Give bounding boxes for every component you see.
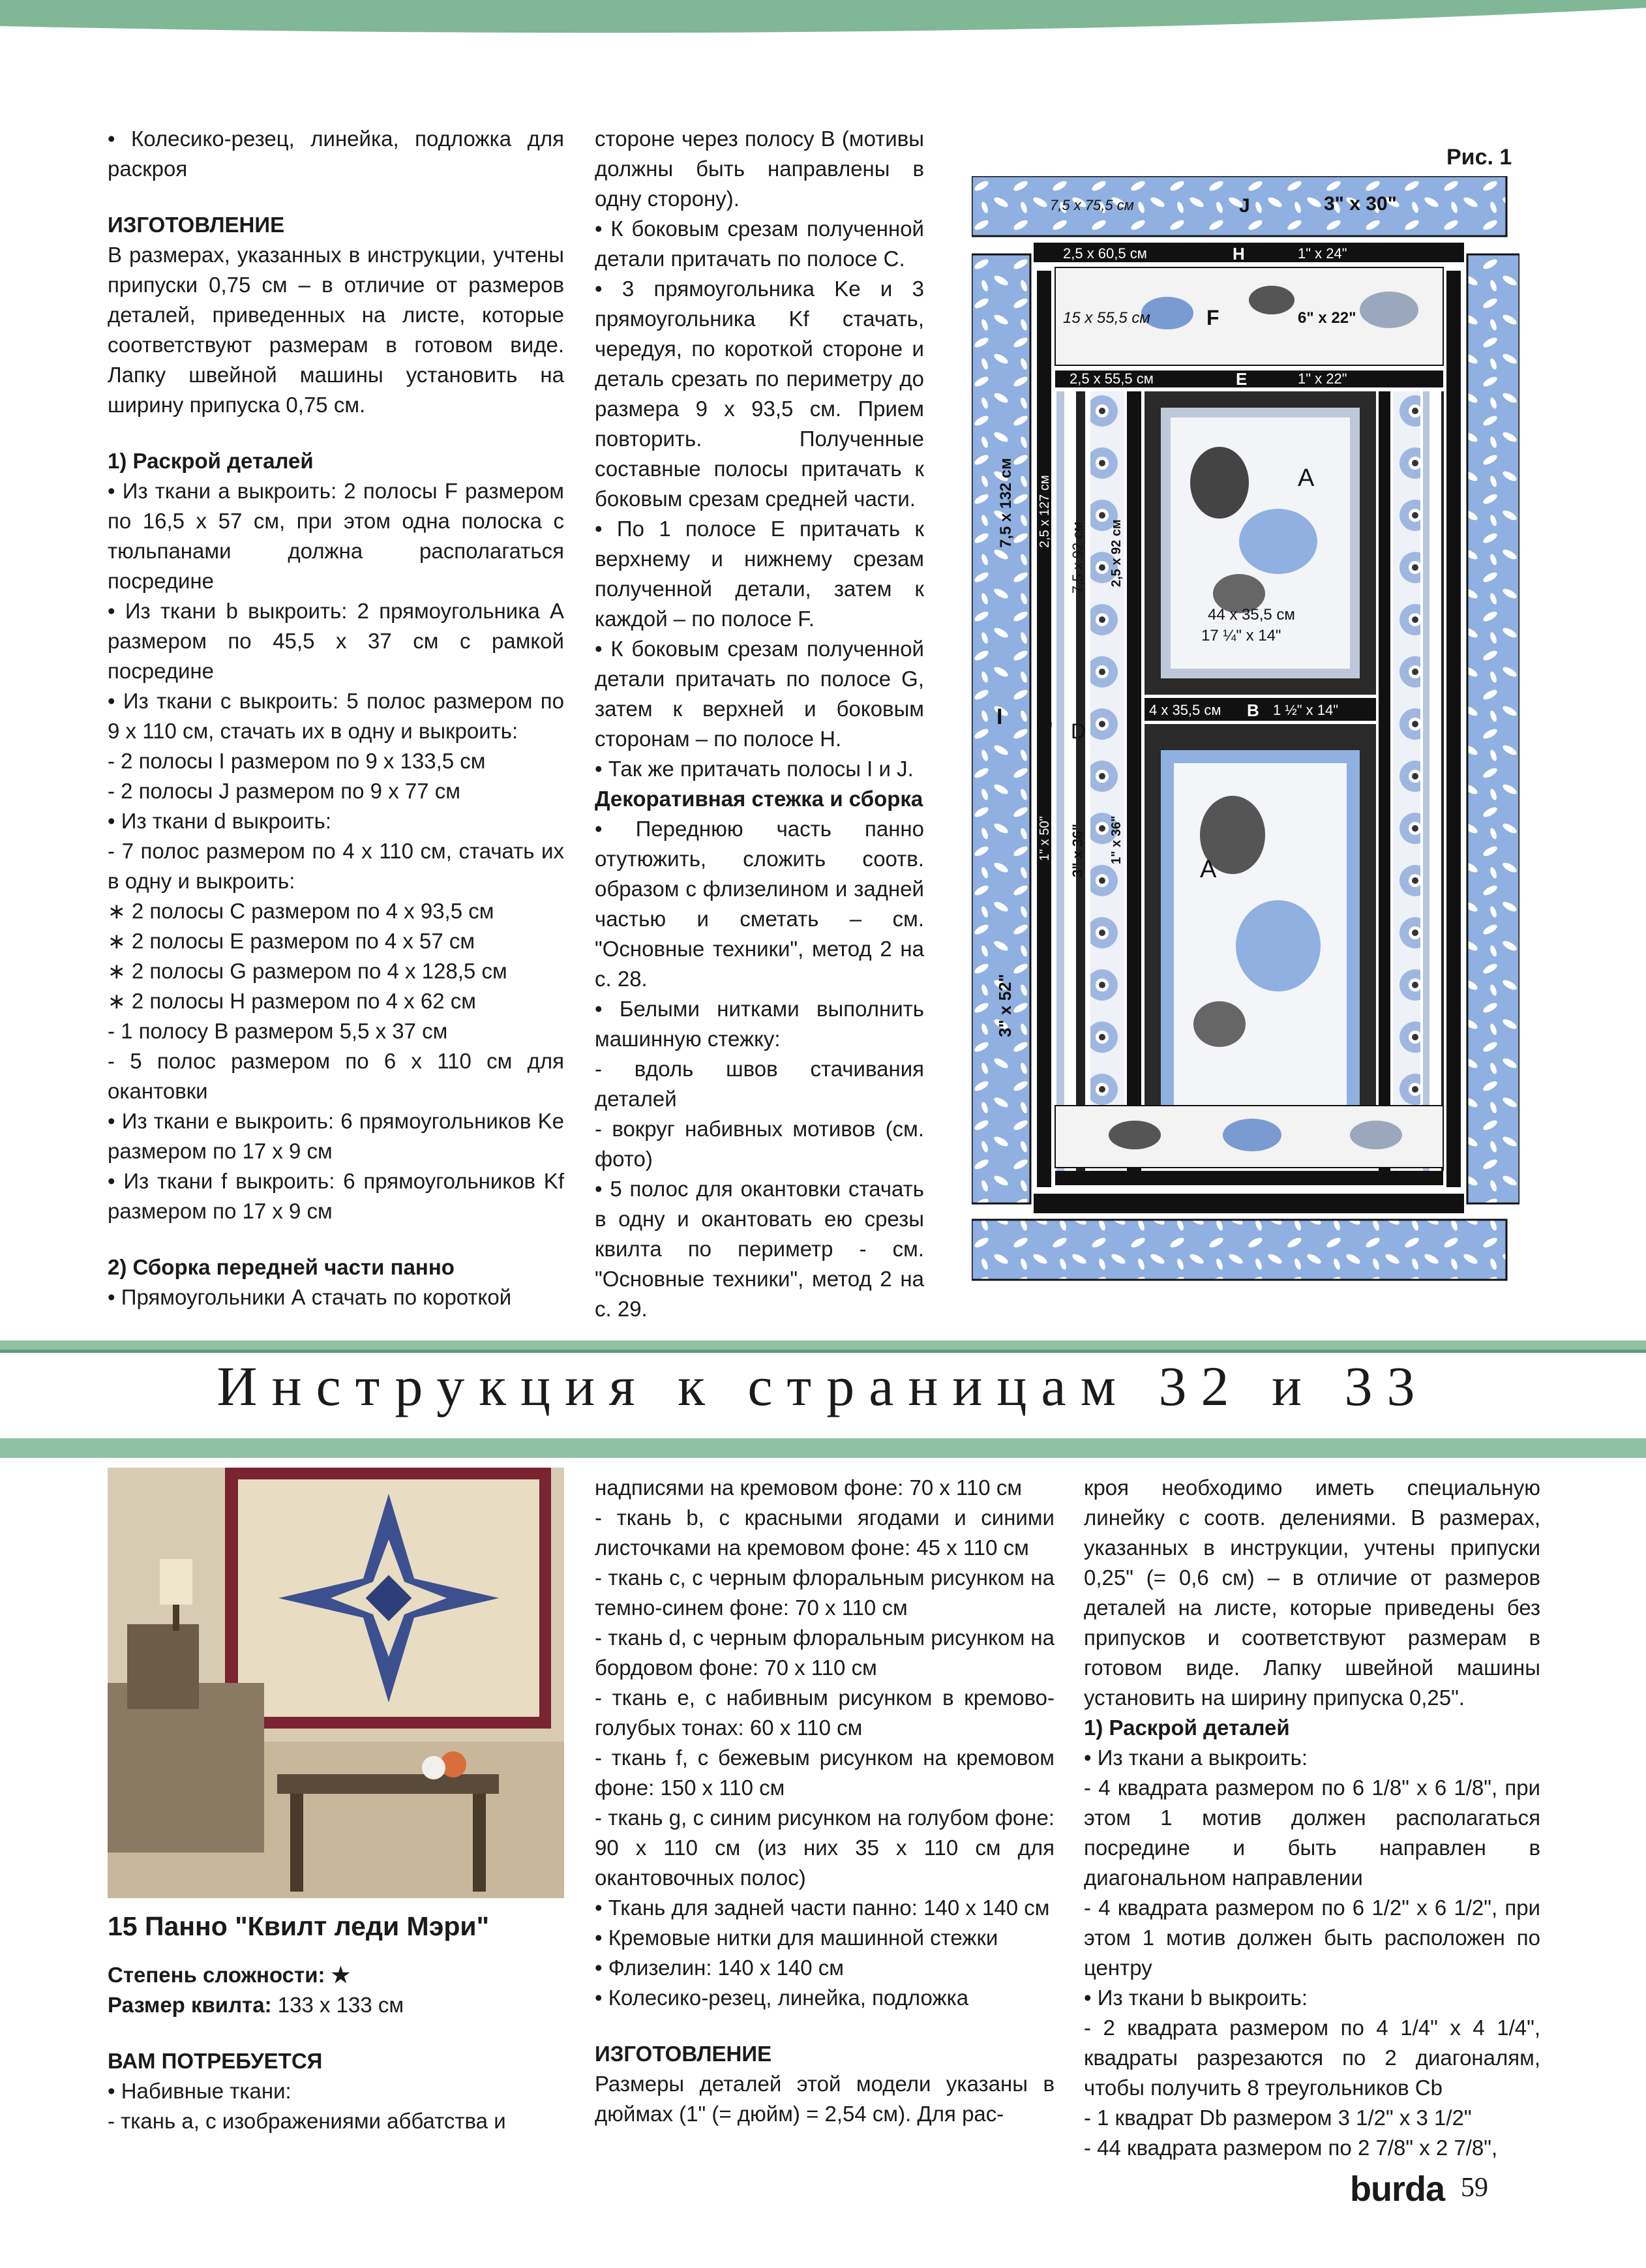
- strip-K-right: [1393, 391, 1420, 1171]
- heading-front: 2) Сборка передней части панно: [108, 1255, 455, 1279]
- front-text: • Прямоугольники А стачать по короткой: [108, 1285, 512, 1309]
- fabric-line: • Кремовые нитки для машинной стежки: [595, 1926, 998, 1950]
- label-F-in: 6" х 22": [1298, 309, 1356, 327]
- deco-line: - вдоль швов стачивания деталей: [595, 1057, 924, 1111]
- label-H-in: 1" х 24": [1298, 245, 1347, 262]
- cut-line: • Из ткани c выкроить: 5 полос размером по 9 х 110 см, стачать их в одну и выкроить:: [108, 689, 564, 743]
- difficulty-label: Степень сложности:: [108, 1963, 325, 1987]
- strip-J-bottom: [972, 1220, 1506, 1280]
- label-F-cm: 15 х 55,5 см: [1063, 309, 1150, 327]
- cut-line: • Из ткани e выкроить: 6 прямоугольников Ke размером по 17 х 9 см: [108, 1109, 564, 1163]
- label-F: F: [1206, 306, 1220, 329]
- fabric-line: - ткань e, с набивным рисунком в кремово-голубых тонах: 60 х 110 см: [595, 1686, 1055, 1740]
- upper-column-1: [108, 124, 564, 1312]
- heading-cut-2: 1) Раскрой деталей: [1084, 1716, 1290, 1740]
- upper-column-2: [595, 124, 924, 1324]
- fabric-line: • Ткань для задней части панно: 140 х 140 см: [595, 1896, 1050, 1920]
- lower-column-3: [1084, 1473, 1540, 2163]
- label-J-cm: 7,5 х 75,5 см: [1050, 197, 1134, 213]
- need-line: - ткань a, с изображениями аббатства и: [108, 2109, 506, 2133]
- cut-line-2: - 2 квадрата размером по 4 1/4" х 4 1/4", квадраты разрезаются по 2 диагоналям, чтобы получить 8 треугольников Cb: [1084, 2016, 1540, 2100]
- figure-label: Рис. 1: [1446, 145, 1512, 170]
- strip-I-right: [1467, 254, 1519, 1203]
- cut-line: ∗ 2 полосы H размером по 4 х 62 см: [108, 989, 476, 1013]
- deco-line: • Переднюю часть панно отутюжить, сложить соотв. образом с флизелином и задней частью и сметать – см. "Основные техники", метод 2 на с. 28.: [595, 817, 924, 991]
- label-A-cm: 44 х 35,5 см: [1208, 606, 1295, 624]
- assembly-line: • К боковым срезам полученной детали притачать по полосе С.: [595, 217, 924, 271]
- cut-line: - 2 полосы J размером по 9 х 77 см: [108, 779, 460, 803]
- intro-text: • Колесико-резец, линейка, подложка для раскроя: [108, 127, 564, 181]
- assembly-line: • 3 прямоугольника Ke и 3 прямоугольника Kf стачать, чередуя, по короткой стороне и деталь срезать по периметру до размера 9 х 93,5 см. Прием повторить. Полученные составные полосы притачать к боковым срезам средней части.: [595, 277, 924, 511]
- cut-line: ∗ 2 полосы G размером по 4 х 128,5 см: [108, 959, 507, 983]
- label-J-in: 3" х 30": [1324, 193, 1397, 215]
- strip-C-left: [1127, 391, 1141, 1171]
- need-line: • Набивные ткани:: [108, 2079, 292, 2103]
- fabric-line: - ткань g, с синим рисунком на голубом фоне: 90 х 110 см (из них 35 х 110 см для окантовочных полос): [595, 1806, 1055, 1890]
- strip-G-right: [1446, 271, 1461, 1187]
- cut-line: - 2 полосы I размером по 9 х 133,5 см: [108, 749, 486, 773]
- label-E-cm: 2,5 х 55,5 см: [1070, 370, 1154, 387]
- heading-make: ИЗГОТОВЛЕНИЕ: [108, 213, 285, 237]
- make-text-2: Размеры деталей этой модели указаны в дюймах (1" (= дюйм) = 2,54 см). Для рас-: [595, 2072, 1055, 2126]
- label-D-in: 3" х 36": [1070, 823, 1086, 877]
- cut-line: • Из ткани d выкроить:: [108, 809, 332, 833]
- deco-line: - вокруг набивных мотивов (см. фото): [595, 1117, 924, 1171]
- fabric-line: - ткань d, с черным флоральным рисунком на бордовом фоне: 70 х 110 см: [595, 1625, 1055, 1680]
- label-H: H: [1233, 244, 1245, 264]
- fabric-line: • Колесико-резец, линейка, подложка: [595, 1986, 969, 2010]
- deco-line: • Белыми нитками выполнить машинную стежку:: [595, 997, 924, 1051]
- label-I-in: 3" х 52": [995, 974, 1015, 1037]
- col3-text: кроя необходимо иметь специальную линейку с соотв. делениями. В размерах, указанных в инструкции, учтены припуски 0,25" (= 0,6 см) – в отличие от размеров деталей на листе, которые приведены без припусков и соответствуют размерам в готовом виде. Лапку швейной машины установить на ширину припуска 0,25".: [1084, 1475, 1540, 1710]
- strip-E-bottom: [1055, 1171, 1443, 1185]
- cut-line: - 7 полос размером по 4 х 110 см, стачать их в одну и выкроить:: [108, 839, 564, 893]
- strip-H-bottom: [1034, 1194, 1464, 1213]
- cut-line: • Из ткани a выкроить: 2 полосы F размером по 16,5 х 57 см, при этом одна полоска с тюльпанами должна располагаться посредине: [108, 479, 564, 593]
- assembly-line: • По 1 полосе Е притачать к верхнему и нижнему срезам полученной детали, затем к каждой – по полосе F.: [595, 517, 924, 631]
- size-value: 133 х 133 см: [277, 1993, 404, 2017]
- cut-line-2: - 4 квадрата размером по 6 1/8" х 6 1/8", при этом 1 мотив должен располагаться посредине и быть направлен в диагональном направлении: [1084, 1776, 1540, 1890]
- strip-D-right-stripes: [1423, 391, 1444, 1171]
- heading-need: ВАМ ПОТРЕБУЕТСЯ: [108, 2049, 323, 2073]
- deco-line: • 5 полос для окантовки стачать в одну и окантовать ею срезы квилта по периметр - см. "Основные техники", метод 2 на с. 29.: [595, 1177, 924, 1321]
- strip-D-left-stripes: [1055, 391, 1088, 1171]
- label-B: B: [1247, 701, 1259, 720]
- heading-deco: Декоративная стежка и сборка: [595, 787, 923, 811]
- heading-cut: 1) Раскрой деталей: [108, 449, 314, 473]
- cut-line: • Из ткани b выкроить: 2 прямоугольника А размером по 45,5 х 37 см с рамкой посредине: [108, 599, 564, 683]
- strip-C-right: [1379, 391, 1390, 1171]
- cut-line-2: - 1 квадрат Db размером 3 1/2" х 3 1/2": [1084, 2106, 1472, 2130]
- top-band: [0, 0, 1646, 40]
- cut-line-2: • Из ткани b выкроить:: [1084, 1986, 1308, 2010]
- make-text: В размерах, указанных в инструкции, учтены припуски 0,75 см – в отличие от размеров деталей, приведенных на листе, которые соответствуют размерам в готовом виде. Лапку швейной машины установить на ширину припуска 0,75 см.: [108, 243, 564, 417]
- label-I: I: [996, 704, 1003, 729]
- label-B-in: 1 ½" х 14": [1273, 702, 1339, 718]
- cut-line: • Из ткани f выкроить: 6 прямоугольников Kf размером по 17 х 9 см: [108, 1169, 564, 1223]
- label-A-in: 17 ¼" х 14": [1201, 627, 1281, 644]
- label-J: J: [1239, 195, 1250, 217]
- label-H-cm: 2,5 х 60,5 см: [1063, 245, 1147, 262]
- assembly-line: • К боковым срезам полученной детали притачать по полосе G, затем к верхней и боковым сторонам – по полосе H.: [595, 637, 924, 751]
- label-A-top: A: [1298, 464, 1315, 492]
- size-label: Размер квилта:: [108, 1993, 272, 2017]
- label-E-in: 1" х 22": [1298, 370, 1347, 387]
- cut-line: - 1 полосу B размером 5,5 х 37 см: [108, 1019, 448, 1043]
- label-G: G: [1037, 710, 1053, 734]
- brand-logo: burda: [1350, 2170, 1445, 2209]
- page-number: 59: [1461, 2173, 1488, 2203]
- label-G-in: 1" х 50": [1038, 816, 1052, 861]
- difficulty-star: ★: [331, 1963, 351, 1987]
- fabric-line: - ткань f, с бежевым рисунком на кремовом фоне: 150 х 110 см: [595, 1746, 1055, 1800]
- cut-line: ∗ 2 полосы C размером по 4 х 93,5 см: [108, 899, 494, 923]
- quilt-diagram: [972, 176, 1519, 1285]
- strip-K-left: [1090, 391, 1124, 1171]
- model-title: 15 Панно "Квилт леди Мэри": [108, 1911, 490, 1941]
- lower-column-2: [595, 1473, 1055, 2129]
- assembly-line: стороне через полосу B (мотивы должны быть направлены в одну сторону).: [595, 127, 924, 211]
- label-D-cm: 7,5 х 92 см: [1070, 521, 1086, 594]
- label-B-cm: 4 х 35,5 см: [1149, 702, 1221, 718]
- fabric-line: надписями на кремовом фоне: 70 х 110 см: [595, 1475, 1023, 1500]
- cut-line-2: - 4 квадрата размером по 6 1/2" х 6 1/2", при этом 1 мотив должен быть расположен по центру: [1084, 1896, 1540, 1980]
- cut-line-2: - 44 квадрата размером по 2 7/8" х 2 7/8",: [1084, 2136, 1498, 2160]
- section-title: Инструкция к страницам 32 и 33: [217, 1355, 1429, 1417]
- label-E: E: [1236, 369, 1248, 389]
- lower-column-1: [108, 1960, 564, 2136]
- label-G-cm: 2,5 х 127 см: [1038, 475, 1052, 548]
- fabric-line: • Флизелин: 140 х 140 см: [595, 1956, 844, 1980]
- quilt-photo: [108, 1468, 564, 1898]
- label-I-cm: 7,5 х 132 см: [997, 458, 1015, 548]
- label-C: C: [1127, 710, 1143, 734]
- label-A-bottom: A: [1200, 856, 1217, 883]
- label-D: D: [1071, 719, 1086, 743]
- cut-line-2: • Из ткани a выкроить:: [1084, 1746, 1308, 1770]
- label-C-in: 1" х 36": [1109, 815, 1124, 864]
- cut-line: - 5 полос размером по 6 х 110 см для окантовки: [108, 1049, 564, 1103]
- label-C-cm: 2,5 х 92 см: [1109, 519, 1124, 587]
- fabric-line: - ткань b, с красными ягодами и синими листочками на кремовом фоне: 45 х 110 см: [595, 1505, 1055, 1560]
- cut-line: ∗ 2 полосы E размером по 4 х 57 см: [108, 929, 475, 953]
- fabric-line: - ткань c, с черным флоральным рисунком на темно-синем фоне: 70 х 110 см: [595, 1565, 1055, 1620]
- assembly-line: • Так же притачать полосы I и J.: [595, 757, 914, 781]
- heading-make-2: ИЗГОТОВЛЕНИЕ: [595, 2042, 772, 2066]
